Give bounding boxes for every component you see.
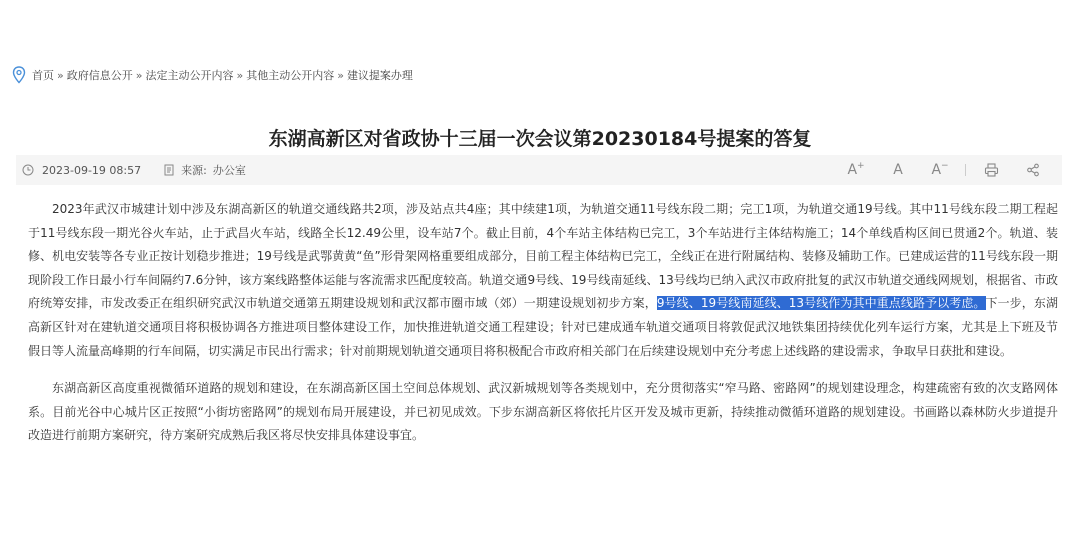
- location-pin-icon: [12, 66, 26, 84]
- article-info-bar: [16, 155, 1062, 185]
- breadcrumb-proposals[interactable]: 建议提案办理: [346, 69, 413, 82]
- breadcrumb-other[interactable]: 其他主动公开内容: [246, 69, 335, 82]
- breadcrumb-separator: »: [337, 68, 344, 82]
- breadcrumb-separator: »: [135, 68, 143, 82]
- selected-text[interactable]: 9号线、19号线南延线、13号线作为其中重点线路予以考虑。: [656, 296, 986, 311]
- clock-icon: [22, 164, 34, 176]
- source-label: 来源:: [181, 164, 207, 177]
- publish-datetime: 2023-09-19 08:57: [42, 163, 142, 177]
- breadcrumb: [12, 65, 413, 85]
- print-button[interactable]: [970, 155, 1012, 185]
- tool-divider: [965, 164, 966, 176]
- share-button[interactable]: [1012, 155, 1054, 185]
- page-title: 东湖高新区对省政协十三届一次会议第20230184号提案的答复: [268, 128, 812, 150]
- breadcrumb-gov-info[interactable]: 政府信息公开: [66, 69, 133, 82]
- breadcrumb-separator: »: [236, 68, 244, 82]
- article-tools: [835, 155, 1054, 185]
- font-decrease-button[interactable]: A −: [931, 161, 949, 178]
- document-icon: [163, 164, 175, 176]
- font-increase-button[interactable]: A +: [847, 161, 865, 178]
- minus-icon: −: [941, 161, 949, 171]
- article-body: [28, 198, 1058, 448]
- breadcrumb-home[interactable]: 首页: [32, 69, 54, 82]
- paragraph-microcirculation-roads: 东湖高新区高度重视微循环道路的规划和建设，在东湖高新区国土空间总体规划、武汉新城规划等各类规划中，充分贯彻落实“窄马路、密路网”的规划建设理念，构建疏密有致的次支路网体系。目前光谷中心城片区正按照“小街坊密路网”的规划布局开展建设，并已初见成效。下步东湖高新区将依托片区开发及城市更新，持续推动微循环道路的规划建设。书画路以森林防火步道提升改造进行前期方案研究，待方案研究成熟后我区将尽快安排具体建设事宜。: [28, 381, 1058, 443]
- breadcrumb-statutory[interactable]: 法定主动公开内容: [145, 69, 234, 82]
- printer-icon: [984, 163, 999, 177]
- source-value: 办公室: [212, 164, 246, 177]
- share-icon: [1026, 163, 1040, 177]
- font-reset-button[interactable]: A: [893, 162, 903, 178]
- paragraph-rail-transit: 2023年武汉市城建计划中涉及东湖高新区的轨道交通线路共2项，涉及站点共4座；其中续建1项，为轨道交通11号线东段二期；完工1项，为轨道交通19号线。其中11号线东段二期工程起于11号线东段一期光谷火车站，止于武昌火车站，线路全长12.49公里，设车站7个。截止目前，4个车站主体结构已完工，3个车站进行主体结构施工；14个单线盾构区间已贯通2个。轨道、装修、机电安装等各专业正按计划稳步推进；19号线是武鄂黄黄“鱼”形骨架网格重要组成部分，目前工程主体结构已完工，全线正在进行附属结构、装修及辅助工作。已建成运营的11号线东段一期现阶段工作日最小行车间隔约7.6分钟，该方案线路整体运能与客流需求匹配度较高。轨道交通9号线、19号线南延线、13号线均已纳入武汉市政府批复的武汉市轨道交通线网规划，根据省、市政府统筹安排，市发改委正在组织研究武汉市轨道交通第五期建设规划和武汉都市圈市域（郊）一期建设规划初步方案，9号线、19号线南延线、13号线作为其中重点线路予以考虑。下一步，东湖高新区针对在建轨道交通项目将积极协调各方推进项目整体建设工作，加快推进轨道交通工程建设；针对已建成通车轨道交通项目将敦促武汉地铁集团持续优化列车运行方案，尤其是上下班及节假日等人流量高峰期的行车间隔，切实满足市民出行需求；针对前期规划轨道交通项目将积极配合市政府相关部门在后续建设规划中充分考虑上述线路的建设需求，争取早日获批和建设。: [28, 202, 1058, 358]
- plus-icon: +: [857, 161, 865, 171]
- breadcrumb-separator: »: [57, 68, 64, 82]
